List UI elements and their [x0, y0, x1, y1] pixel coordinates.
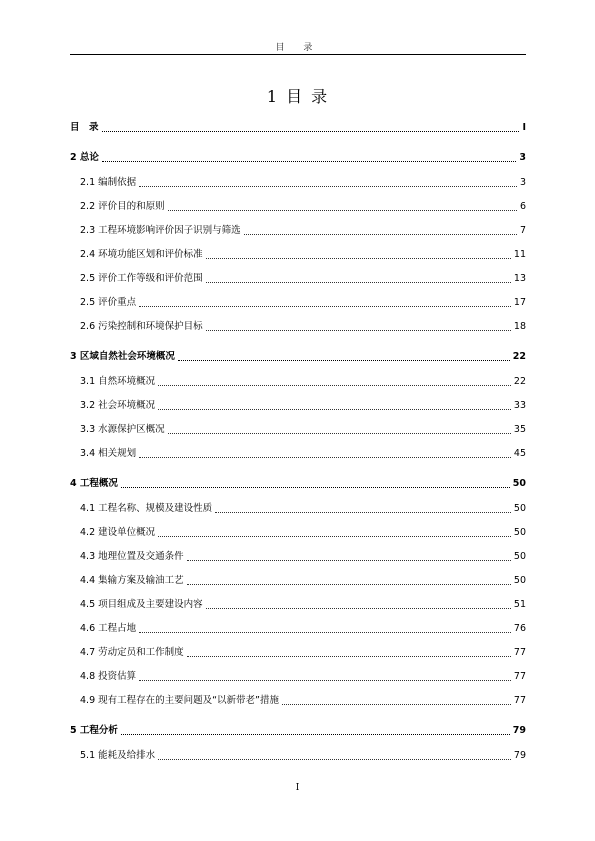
- toc-entry-page-number: 22: [513, 376, 526, 387]
- dot-leader: [206, 257, 511, 259]
- toc-entry-page-number: 3: [519, 177, 526, 188]
- toc-entry-title: 2.3 工程环境影响评价因子识别与筛选: [80, 225, 241, 236]
- toc-entry-page-number: 50: [513, 575, 526, 586]
- dot-leader: [139, 456, 511, 458]
- toc-entry-title: 2 总论: [70, 152, 99, 163]
- toc-section-entry[interactable]: [70, 749, 526, 763]
- dot-leader: [206, 329, 511, 331]
- toc-entry-title: 4.9 现有工程存在的主要问题及“以新带老”措施: [80, 695, 279, 706]
- toc-section-entry[interactable]: [70, 598, 526, 612]
- toc-entry-page-number: 50: [513, 527, 526, 538]
- dot-leader: [206, 607, 511, 609]
- toc-entry-title: 2.6 污染控制和环境保护目标: [80, 321, 203, 332]
- page-title: 1 目 录: [266, 87, 330, 106]
- toc-section-entry[interactable]: [70, 526, 526, 540]
- toc-section-entry[interactable]: [70, 248, 526, 262]
- toc-entry-page-number: 6: [519, 201, 526, 212]
- dot-leader: [215, 511, 511, 513]
- toc-section-entry[interactable]: [70, 694, 526, 708]
- toc-entry-title: 4.7 劳动定员和工作制度: [80, 647, 184, 658]
- dot-leader: [139, 631, 511, 633]
- toc-chapter-entry[interactable]: [70, 121, 526, 135]
- toc-entry-page-number: 11: [513, 249, 526, 260]
- dot-leader: [139, 185, 517, 187]
- toc-entry-page-number: 3: [519, 152, 526, 163]
- dot-leader: [102, 130, 520, 132]
- toc-entry-title: 4.2 建设单位概况: [80, 527, 156, 538]
- dot-leader: [158, 408, 511, 410]
- toc-section-entry[interactable]: [70, 200, 526, 214]
- toc-entry-page-number: 76: [513, 623, 526, 634]
- dot-leader: [282, 703, 511, 705]
- toc-entry-page-number: 22: [512, 351, 526, 362]
- dot-leader: [168, 432, 511, 434]
- toc-entry-title: 3.3 水源保护区概况: [80, 424, 165, 435]
- toc-entry-page-number: 79: [512, 725, 526, 736]
- dot-leader: [158, 384, 511, 386]
- toc-entry-title: 2.5 评价工作等级和评价范围: [80, 273, 203, 284]
- toc-chapter-entry[interactable]: [70, 350, 526, 364]
- toc-chapter-entry[interactable]: [70, 151, 526, 165]
- toc-entry-title: 3.2 社会环境概况: [80, 400, 156, 411]
- header-rule: [70, 54, 526, 55]
- toc-chapter-entry[interactable]: [70, 477, 526, 491]
- toc-entry-page-number: 17: [513, 297, 526, 308]
- toc-entry-title: 4 工程概况: [70, 478, 118, 489]
- dot-leader: [121, 486, 510, 488]
- toc-entry-page-number: 77: [513, 647, 526, 658]
- dot-leader: [244, 233, 517, 235]
- toc-entry-title: 2.1 编制依据: [80, 177, 137, 188]
- toc-entry-title: 4.8 投资估算: [80, 671, 137, 682]
- toc-section-entry[interactable]: [70, 670, 526, 684]
- toc-entry-page-number: 79: [513, 750, 526, 761]
- toc-entry-page-number: 77: [513, 695, 526, 706]
- toc-entry-title: 3.1 自然环境概况: [80, 376, 156, 387]
- toc-entry-title: 4.3 地理位置及交通条件: [80, 551, 184, 562]
- dot-leader: [178, 359, 510, 361]
- toc-entry-title: 2.2 评价目的和原则: [80, 201, 165, 212]
- toc-section-entry[interactable]: [70, 423, 526, 437]
- toc-entry-title: 3.4 相关规划: [80, 448, 137, 459]
- dot-leader: [158, 758, 511, 760]
- toc-entry-page-number: 18: [513, 321, 526, 332]
- toc-entry-title: 4.5 项目组成及主要建设内容: [80, 599, 203, 610]
- toc-entry-page-number: 50: [513, 551, 526, 562]
- toc-section-entry[interactable]: [70, 574, 526, 588]
- running-header: 目 录: [275, 43, 321, 53]
- toc-section-entry[interactable]: [70, 375, 526, 389]
- toc-entry-page-number: 50: [513, 503, 526, 514]
- toc-entry-title: 4.1 工程名称、规模及建设性质: [80, 503, 213, 514]
- toc-entry-page-number: I: [522, 122, 526, 133]
- toc-section-entry[interactable]: [70, 550, 526, 564]
- dot-leader: [187, 559, 511, 561]
- toc-entry-page-number: 77: [513, 671, 526, 682]
- toc-section-entry[interactable]: [70, 272, 526, 286]
- toc-entry-page-number: 33: [513, 400, 526, 411]
- toc-chapter-entry[interactable]: [70, 724, 526, 738]
- dot-leader: [121, 733, 510, 735]
- toc-entry-page-number: 13: [513, 273, 526, 284]
- page-number: I: [295, 783, 300, 793]
- toc-section-entry[interactable]: [70, 622, 526, 636]
- toc-entry-page-number: 45: [513, 448, 526, 459]
- toc-entry-title: 5 工程分析: [70, 725, 118, 736]
- toc-entry-title: 2.4 环境功能区划和评价标准: [80, 249, 203, 260]
- dot-leader: [187, 655, 511, 657]
- dot-leader: [187, 583, 511, 585]
- toc-entry-title: 目 录: [70, 122, 99, 133]
- toc-section-entry[interactable]: [70, 447, 526, 461]
- dot-leader: [139, 305, 511, 307]
- toc-entry-title: 2.5 评价重点: [80, 297, 137, 308]
- dot-leader: [102, 160, 516, 162]
- dot-leader: [168, 209, 517, 211]
- toc-entry-title: 3 区域自然社会环境概况: [70, 351, 175, 362]
- toc-section-entry[interactable]: [70, 399, 526, 413]
- toc-section-entry[interactable]: [70, 224, 526, 238]
- toc-entry-title: 5.1 能耗及给排水: [80, 750, 156, 761]
- toc-entry-title: 4.4 集输方案及输油工艺: [80, 575, 184, 586]
- toc-entry-page-number: 7: [519, 225, 526, 236]
- toc-section-entry[interactable]: [70, 296, 526, 310]
- toc-section-entry[interactable]: [70, 320, 526, 334]
- toc-entry-title: 4.6 工程占地: [80, 623, 137, 634]
- dot-leader: [206, 281, 511, 283]
- toc-entry-page-number: 50: [512, 478, 526, 489]
- toc-entry-page-number: 35: [513, 424, 526, 435]
- toc-section-entry[interactable]: [70, 502, 526, 516]
- dot-leader: [158, 535, 511, 537]
- toc-section-entry[interactable]: [70, 646, 526, 660]
- dot-leader: [139, 679, 511, 681]
- toc-section-entry[interactable]: [70, 176, 526, 190]
- toc-entry-page-number: 51: [513, 599, 526, 610]
